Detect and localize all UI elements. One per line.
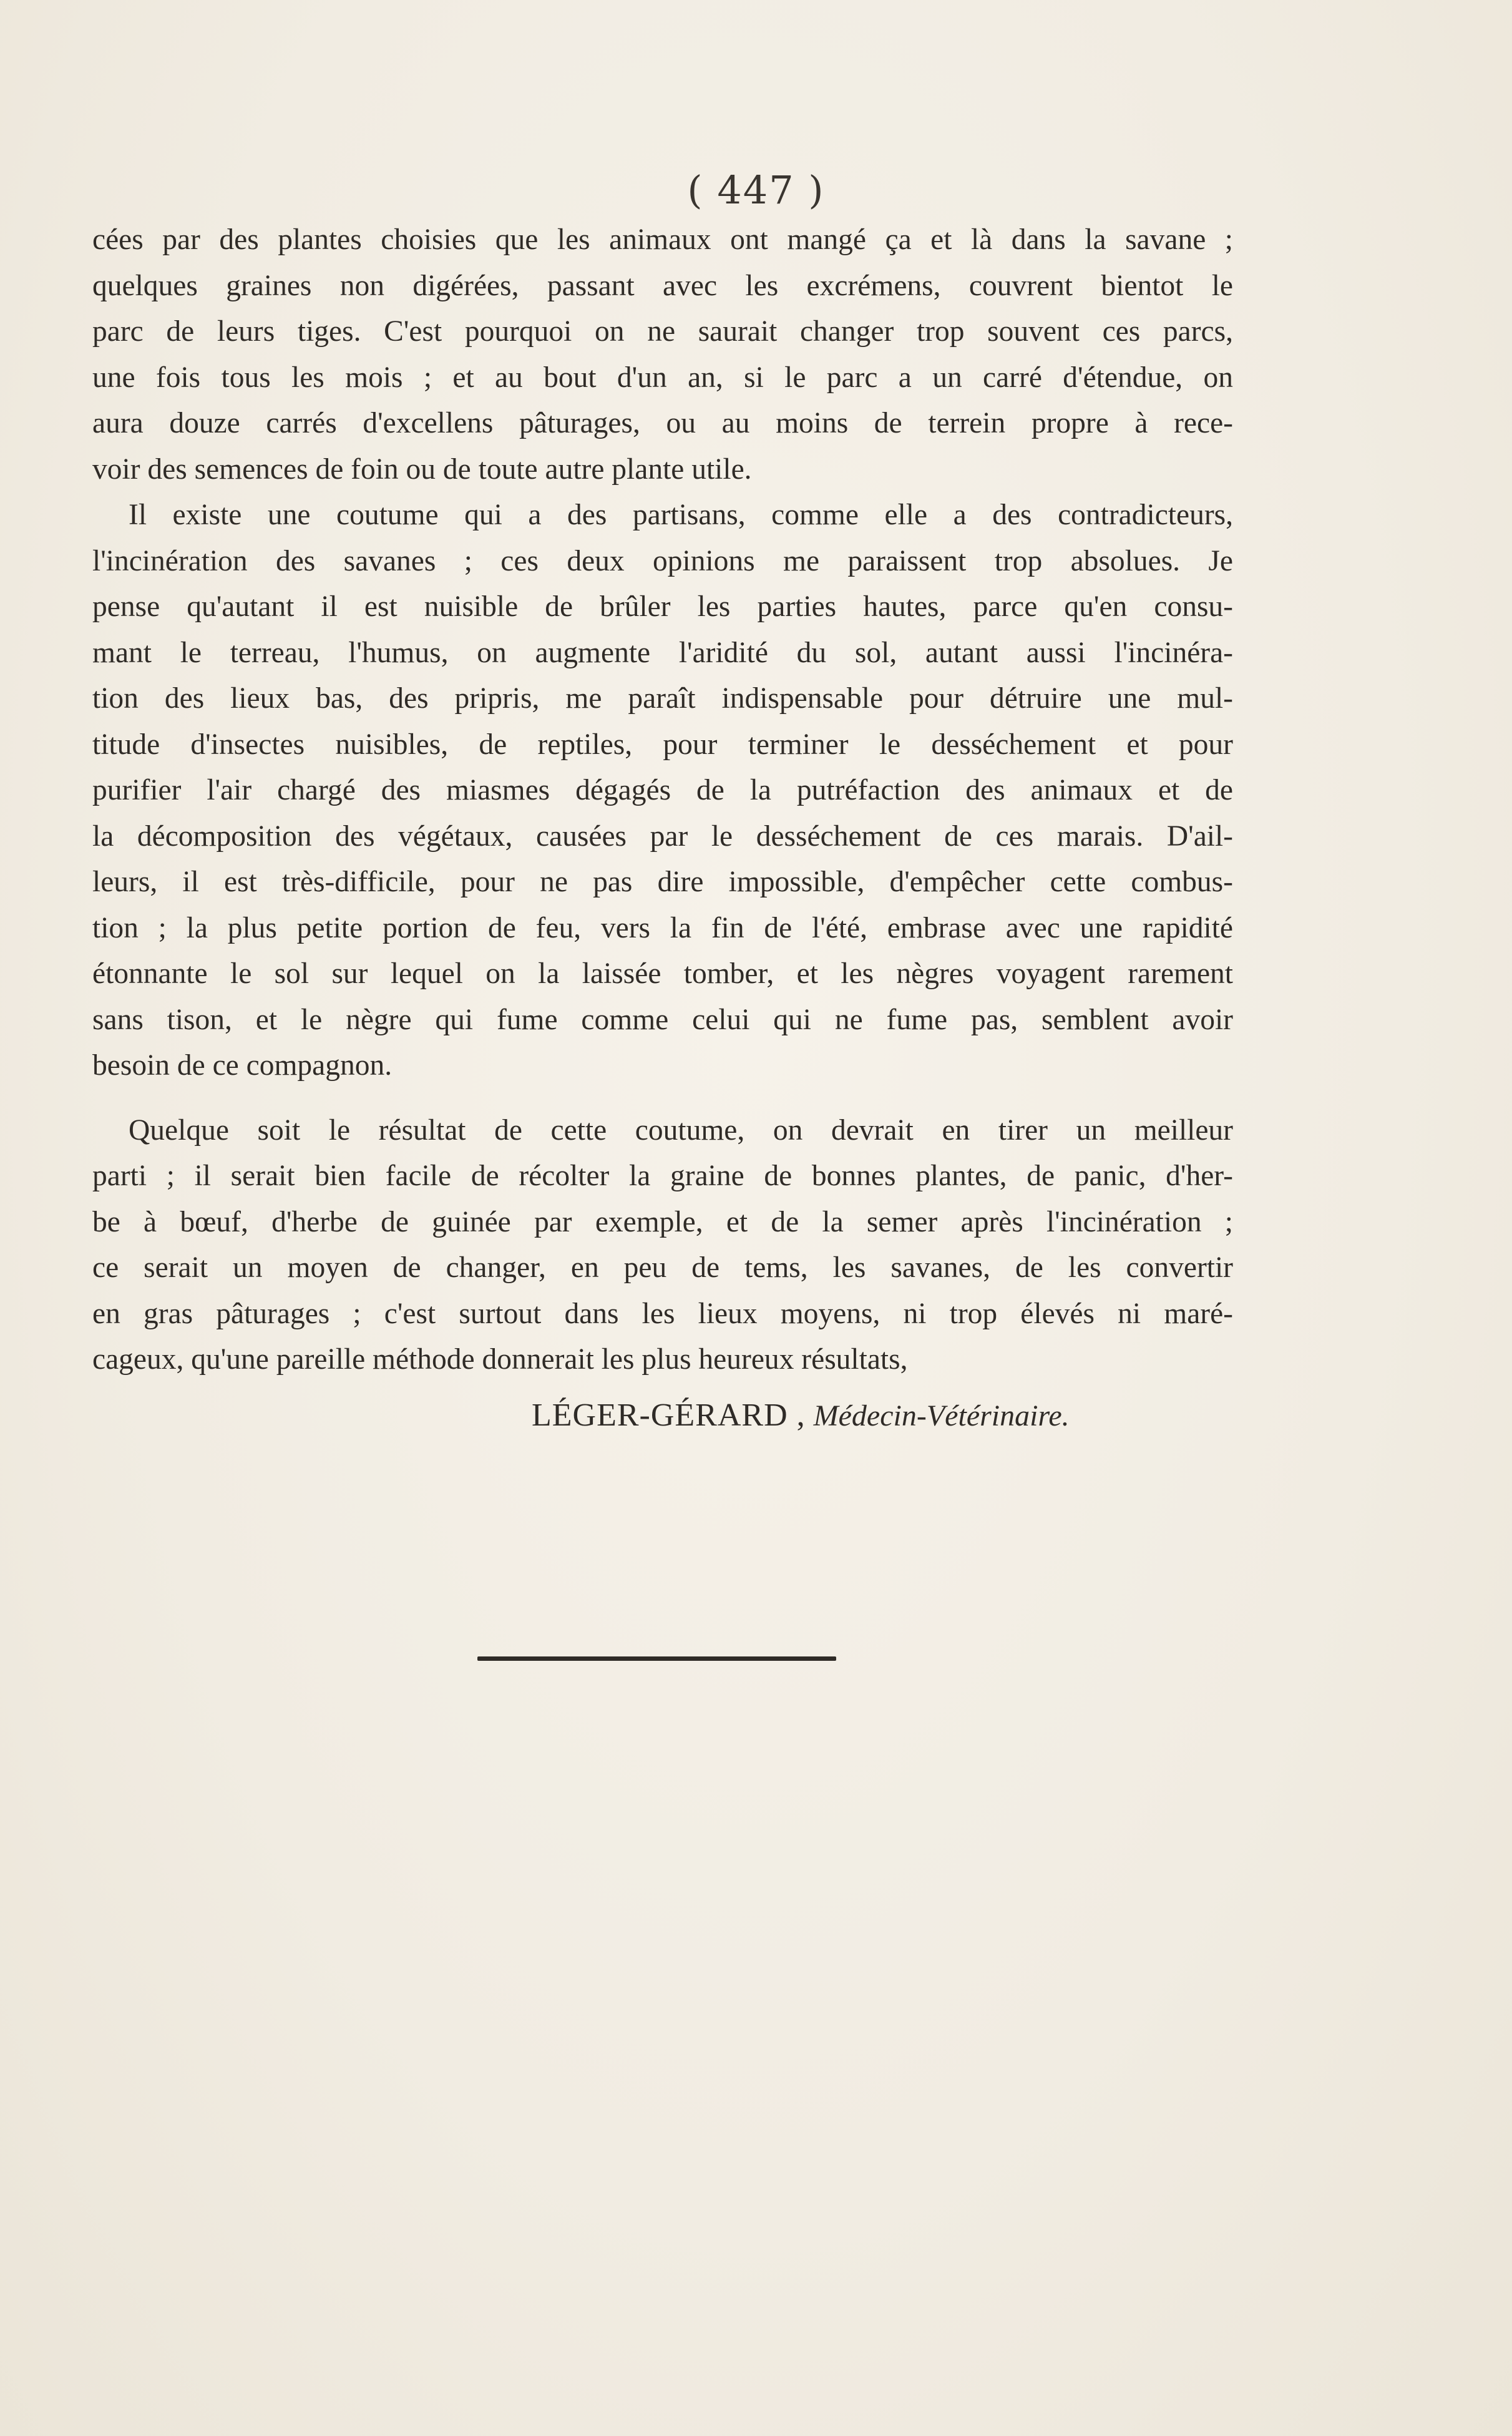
text-line: cageux, qu'une pareille méthode donnerait les plus heureux résultats, — [92, 1343, 908, 1376]
text-line: en gras pâturages ; c'est surtout dans les lieux moyens, ni trop élevés ni maré- — [92, 1297, 1233, 1330]
text-line: tion des lieux bas, des pripris, me paraît indispensable pour détruire une mul- — [92, 682, 1233, 715]
text-line: étonnante le sol sur lequel on la laissée tomber, et les nègres voyagent rarement — [92, 957, 1233, 990]
text-line: l'incinération des savanes ; ces deux opinions me paraissent trop absolues. Je — [92, 544, 1233, 577]
body-text — [92, 217, 1233, 1383]
text-line: ce serait un moyen de changer, en peu de tems, les savanes, de les convertir — [92, 1251, 1233, 1284]
text-line: pense qu'autant il est nuisible de brûler les parties hautes, parce qu'en consu- — [92, 590, 1233, 623]
signature-name: LÉGER-GÉRARD , — [532, 1397, 806, 1433]
page-number: ( 447 ) — [687, 167, 825, 213]
text-line: Il existe une coutume qui a des partisans, comme elle a des contradicteurs, — [129, 499, 1233, 531]
text-line: purifier l'air chargé des miasmes dégagés de la putréfaction des animaux et de — [92, 774, 1233, 806]
text-line: quelques graines non digérées, passant avec les excrémens, couvrent bientot le — [92, 269, 1233, 302]
text-line: Quelque soit le résultat de cette coutume, on devrait en tirer un meilleur — [129, 1113, 1233, 1147]
text-line: voir des semences de foin ou de toute autre plante utile. — [92, 452, 752, 486]
text-line: cées par des plantes choisies que les animaux ont mangé ça et là dans la savane ; — [92, 223, 1233, 256]
text-line: la décomposition des végétaux, causées par le desséchement de ces marais. D'ail- — [92, 819, 1233, 853]
text-line: leurs, il est très-difficile, pour ne pas dire impossible, d'empêcher cette combus- — [92, 866, 1233, 898]
text-line: une fois tous les mois ; et au bout d'un an, si le parc a un carré d'étendue, on — [92, 361, 1233, 394]
text-line: sans tison, et le nègre qui fume comme celui qui ne fume pas, semblent avoir — [92, 1003, 1233, 1036]
text-line: be à bœuf, d'herbe de guinée par exemple, et de la semer après l'incinération ; — [92, 1205, 1233, 1238]
end-rule — [477, 1656, 836, 1661]
text-line: besoin de ce compagnon. — [92, 1049, 393, 1082]
text-line: parc de leurs tiges. C'est pourquoi on ne saurait changer trop souvent ces parcs, — [92, 315, 1233, 348]
signature-title: Médecin-Vétérinaire. — [813, 1399, 1070, 1432]
text-line: aura douze carrés d'excellens pâturages, ou au moins de terrein propre à rece- — [92, 407, 1233, 439]
text-line: mant le terreau, l'humus, on augmente l'aridité du sol, autant aussi l'incinéra- — [92, 636, 1233, 669]
text-line: parti ; il serait bien facile de récolter la graine de bonnes plantes, de panic, d'her- — [92, 1160, 1233, 1192]
signature — [532, 1397, 1070, 1434]
text-line: titude d'insectes nuisibles, de reptiles, pour terminer le desséchement et pour — [92, 728, 1233, 761]
text-line: tion ; la plus petite portion de feu, vers la fin de l'été, embrase avec une rapidité — [92, 911, 1233, 944]
